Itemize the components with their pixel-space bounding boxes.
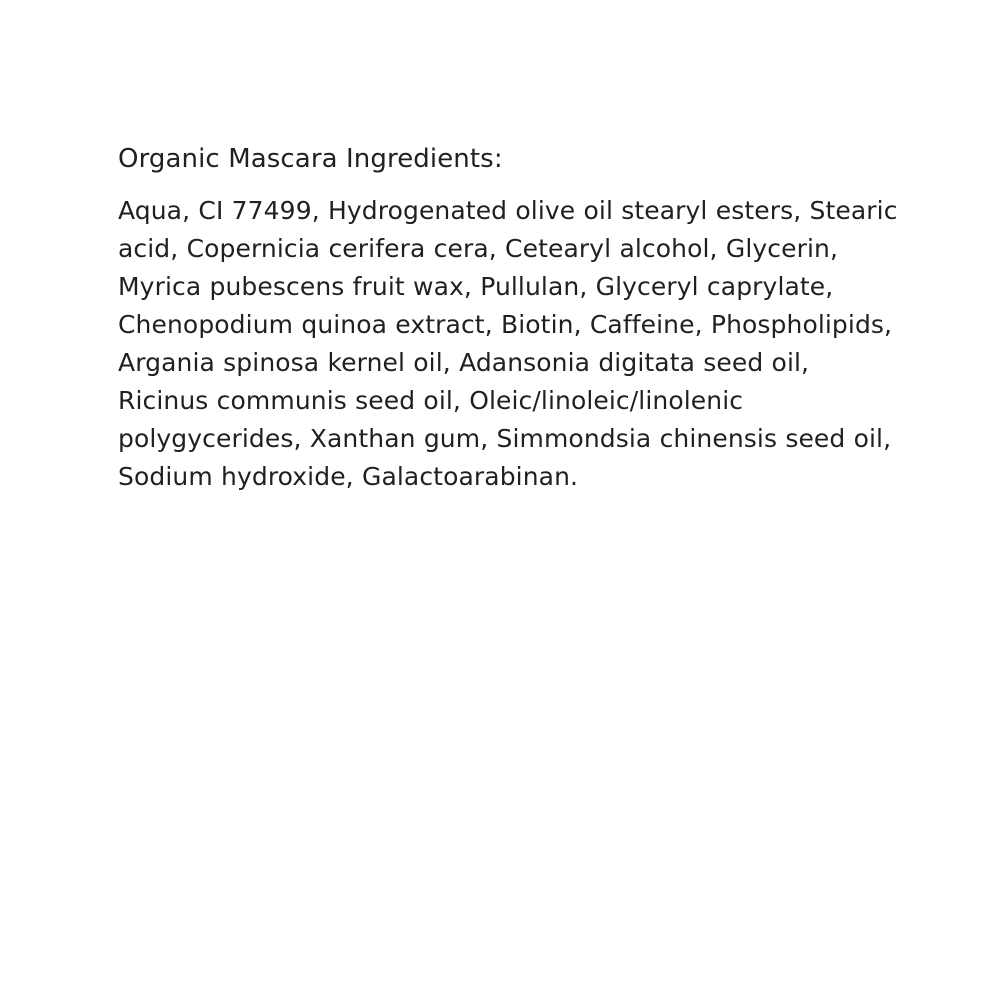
page-title: Organic Mascara Ingredients:: [118, 144, 503, 174]
ingredients-paragraph: Aqua, CI 77499, Hydrogenated olive oil stearyl esters, Stearic acid, Copernicia cerifera cera, Cetearyl alcohol, Glycerin, Myrica pubescens fruit wax, Pullulan, Glyceryl caprylate, Chenopodium quinoa extract, Biotin, Caffeine, Phospholipids, Argania spinosa kernel oil, Adansonia digitata seed oil, Ricinus communis seed oil, Oleic/linoleic/linolenic polygycerides, Xanthan gum, Simmondsia chinensis seed oil, Sodium hydroxide, Galactoarabinan.: [118, 196, 898, 491]
ingredients-block: [118, 140, 898, 496]
